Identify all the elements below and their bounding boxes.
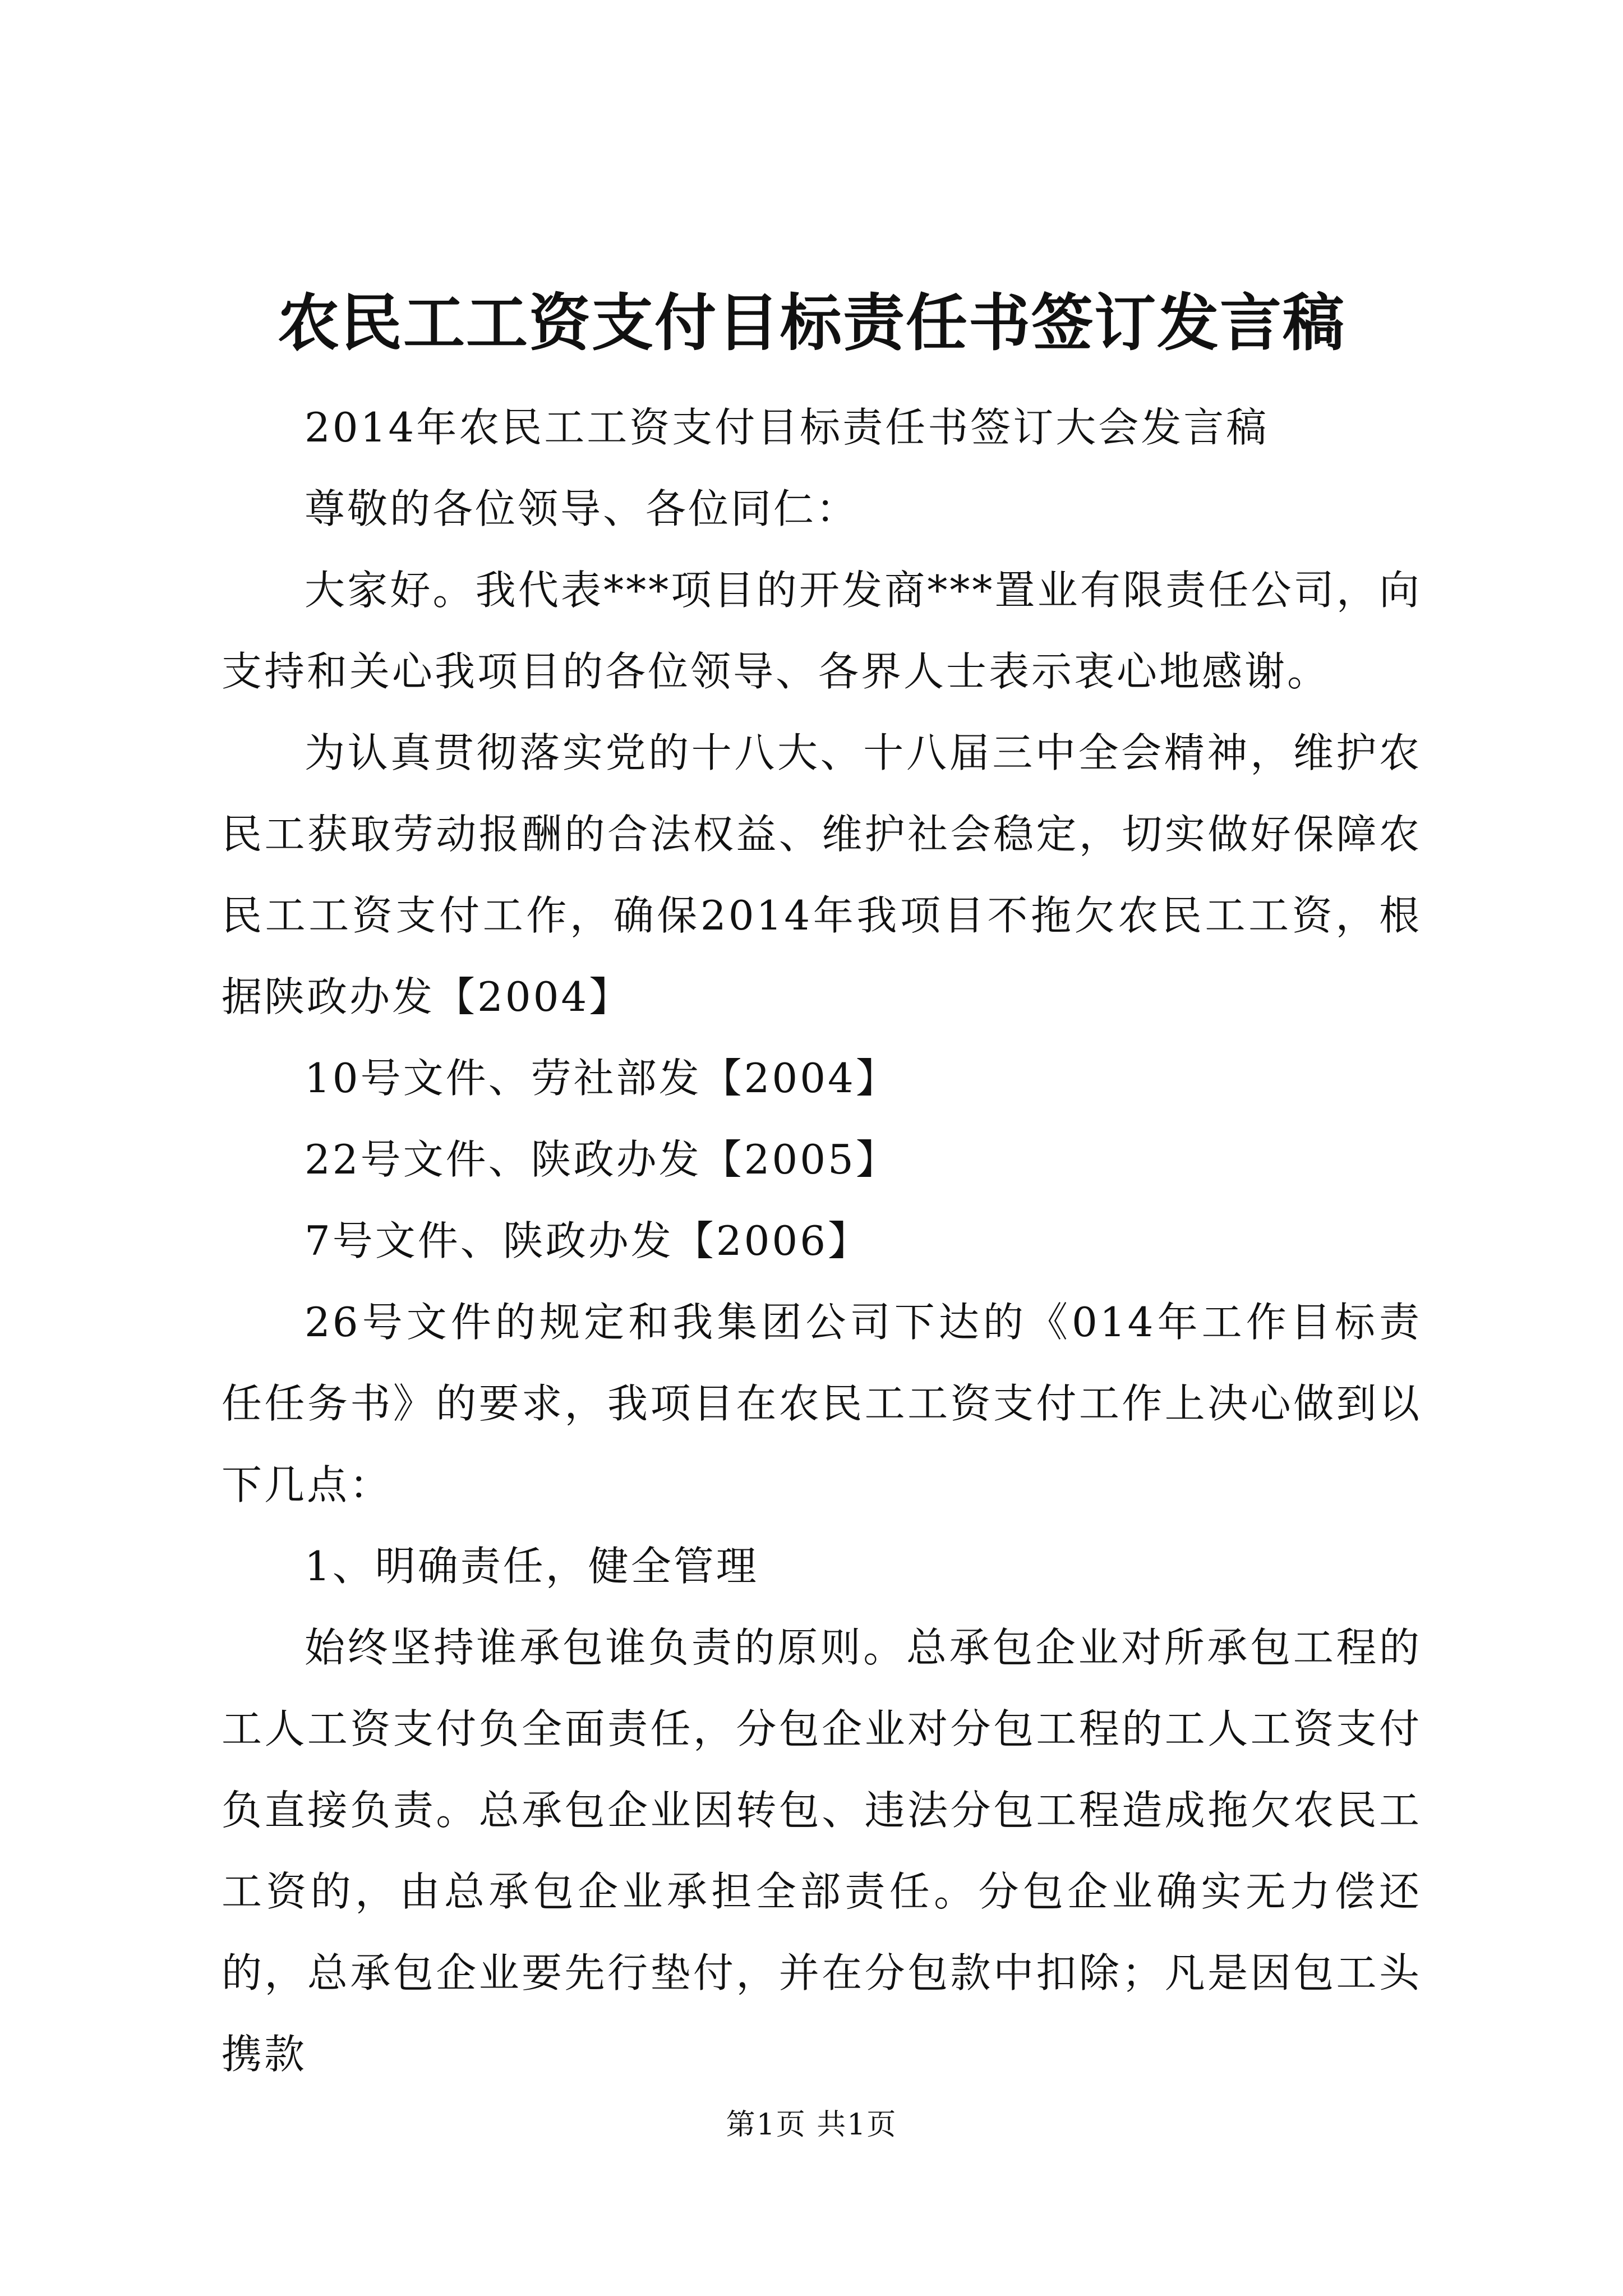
- paragraph-doc-ref-10: 10号文件、劳社部发【2004】: [305, 1055, 898, 1102]
- paragraph-doc-ref-22: 22号文件、陕政办发【2005】: [305, 1136, 898, 1183]
- paragraph-greeting: 大家好。我代表***项目的开发商***置业有限责任公司，向支持和关心我项目的各位领导、各界人士表示衷心地感谢。: [222, 567, 1422, 695]
- document-body: [222, 387, 1422, 2095]
- page-footer: 第1页 共1页: [726, 2108, 897, 2142]
- paragraph-subtitle: 2014年农民工工资支付目标责任书签订大会发言稿: [305, 404, 1269, 451]
- paragraph-doc-ref-7: 7号文件、陕政办发【2006】: [305, 1217, 871, 1264]
- document-title: 农民工工资支付目标责任书签订发言稿: [278, 287, 1345, 359]
- paragraph-purpose: 为认真贯彻落实党的十八大、十八届三中全会精神，维护农民工获取劳动报酬的合法权益、维护社会稳定，切实做好保障农民工工资支付工作，确保2014年我项目不拖欠农民工工资，根据陕政办发【2004】: [222, 729, 1422, 1020]
- paragraph-salutation: 尊敬的各位领导、各位同仁：: [305, 485, 859, 532]
- section-heading-1: 1、明确责任，健全管理: [305, 1543, 759, 1590]
- paragraph-responsibility: 始终坚持谁承包谁负责的原则。总承包企业对所承包工程的工人工资支付负全面责任，分包企业对分包工程的工人工资支付负直接负责。总承包企业因转包、违法分包工程造成拖欠农民工工资的，由总承包企业承担全部责任。分包企业确实无力偿还的，总承包企业要先行垫付，并在分包款中扣除；凡是因包工头携款: [222, 1624, 1422, 2078]
- paragraph-doc-ref-26: 26号文件的规定和我集团公司下达的《014年工作目标责任任务书》的要求，我项目在农民工工资支付工作上决心做到以下几点：: [222, 1299, 1422, 1508]
